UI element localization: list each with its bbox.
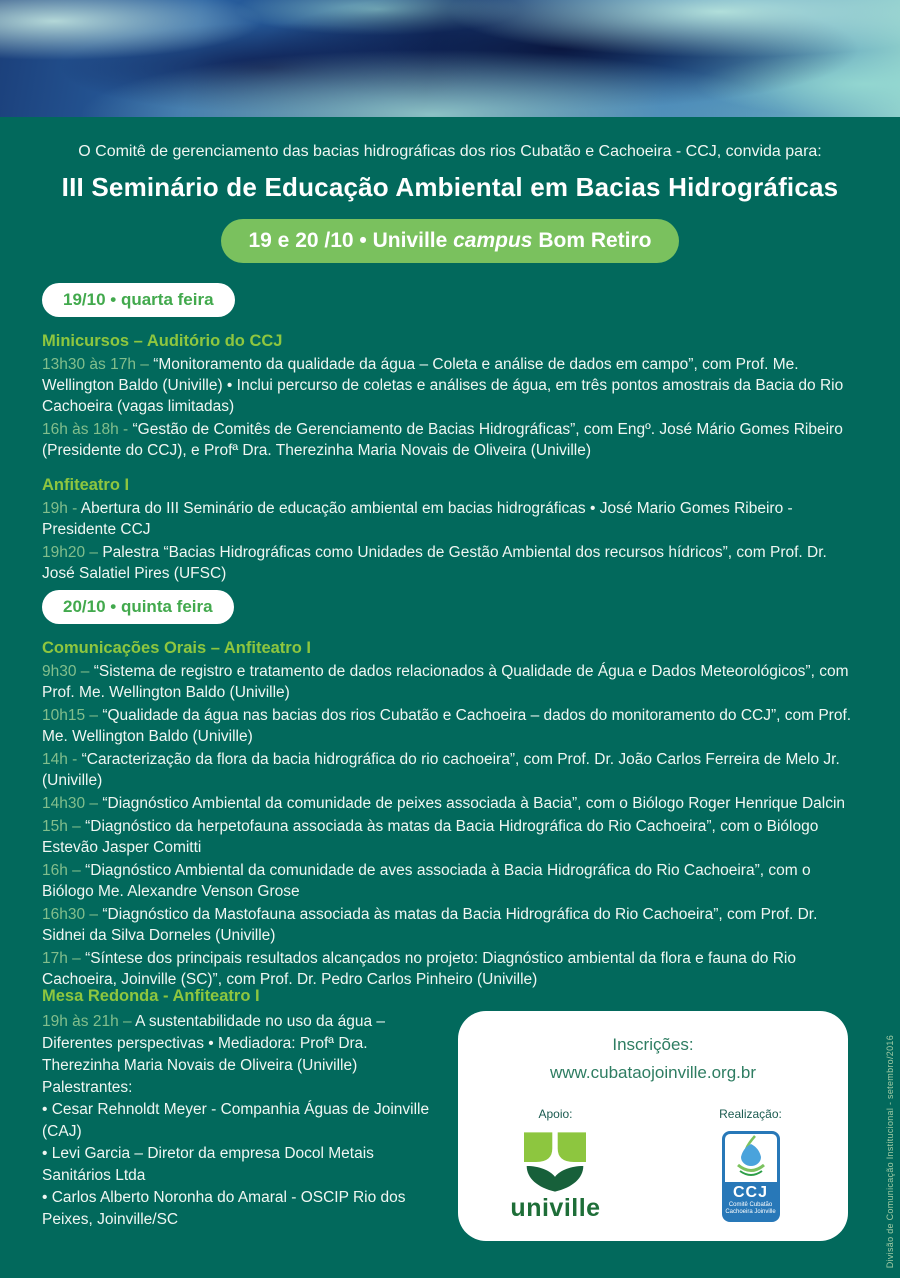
entry-text: “Síntese dos principais resultados alcançados no projeto: Diagnóstico ambiental da flora e fauna do Rio Cachoeira, Joinville (SC)”, com Prof. Dr. Pedro Carlos Pinheiro (Univille) bbox=[42, 950, 796, 988]
schedule-entry bbox=[42, 860, 858, 902]
schedule-entry bbox=[42, 749, 858, 791]
entry-text: “Diagnóstico Ambiental da comunidade de aves associada à Bacia Hidrográfica do Rio Cachoeira”, com o Biólogo Me. Alexandre Venson Grose bbox=[42, 862, 811, 900]
round-table-entry bbox=[42, 1011, 442, 1077]
date-badge-campus: campus bbox=[453, 229, 533, 252]
schedule-entry bbox=[42, 793, 858, 814]
schedule-entry bbox=[42, 661, 858, 703]
section-heading-minicursos: Minicursos – Auditório do CCJ bbox=[42, 332, 283, 350]
entry-time: 14h30 – bbox=[42, 795, 103, 812]
inscription-card bbox=[458, 1011, 848, 1241]
univille-logo-text: univille bbox=[510, 1194, 601, 1222]
entry-time: 10h15 – bbox=[42, 707, 103, 724]
schedule-entry bbox=[42, 948, 858, 990]
schedule-entry bbox=[42, 904, 858, 946]
entry-text: “Caracterização da flora da bacia hidrográfica do rio cachoeira”, com Prof. Dr. João Carlos Ferreira de Melo Jr. (Univille) bbox=[42, 751, 840, 789]
schedule-entry bbox=[42, 419, 858, 461]
page-title: III Seminário de Educação Ambiental em Bacias Hidrográficas bbox=[61, 172, 839, 202]
day1-schedule bbox=[42, 283, 858, 584]
round-table-section bbox=[42, 986, 858, 1241]
schedule-entry bbox=[42, 816, 858, 858]
entry-time: 17h – bbox=[42, 950, 86, 967]
entry-text: “Qualidade da água nas bacias dos rios Cubatão e Cachoeira – dados do monitoramento do CCJ”, com Prof. Me. Wellington Baldo (Univille) bbox=[42, 707, 852, 745]
ccj-logo bbox=[722, 1131, 780, 1222]
schedule-entry bbox=[42, 354, 858, 417]
ccj-drop-icon bbox=[731, 1135, 771, 1181]
apoio-label: Apoio: bbox=[538, 1107, 573, 1121]
entry-text: Abertura do III Seminário de educação ambiental em bacias hidrográficas • José Mario Gomes Ribeiro - Presidente CCJ bbox=[42, 500, 793, 538]
schedule-entry bbox=[42, 498, 858, 540]
speaker-item: • Carlos Alberto Noronha do Amaral - OSCIP Rio dos Peixes, Joinville/SC bbox=[42, 1189, 406, 1228]
inscricoes-label: Inscrições: bbox=[612, 1035, 694, 1054]
entry-time: 14h - bbox=[42, 751, 82, 768]
entry-time: 19h20 – bbox=[42, 544, 103, 561]
entry-text: “Diagnóstico da Mastofauna associada às matas da Bacia Hidrográfica do Rio Cachoeira”, com Prof. Dr. Sidnei da Silva Dorneles (Univille) bbox=[42, 906, 818, 944]
entry-time: 13h30 às 17h – bbox=[42, 356, 154, 373]
entry-text: A sustentabilidade no uso da água – Diferentes perspectivas • Mediadora: Profª Dra. Therezinha Maria Novais de Oliveira (Univille) bbox=[42, 1013, 386, 1074]
speaker-item: • Levi Garcia – Diretor da empresa Docol Metais Sanitários Ltda bbox=[42, 1145, 374, 1184]
entry-text: Palestra “Bacias Hidrográficas como Unidades de Gestão Ambiental dos recursos hídricos”, com Prof. Dr. José Salatiel Pires (UFSC) bbox=[42, 544, 827, 582]
ccj-logo-line1: Comitê Cubatão bbox=[728, 1202, 773, 1208]
entry-text: “Monitoramento da qualidade da água – Coleta e análise de dados em campo”, com Prof. Me. Wellington Baldo (Univille) • Inclui percurso de coletas e análises de água, em três pontos amostrais da Bacia do Rio Cachoeira (vagas limitadas) bbox=[42, 356, 844, 415]
speaker-item: • Cesar Rehnoldt Meyer - Companhia Águas de Joinville (CAJ) bbox=[42, 1101, 430, 1140]
section-heading-comunicacoes: Comunicações Orais – Anfiteatro I bbox=[42, 639, 311, 657]
day2-schedule bbox=[42, 590, 858, 990]
entry-time: 15h – bbox=[42, 818, 86, 835]
section-heading-anfiteatro: Anfiteatro I bbox=[42, 476, 130, 494]
entry-text: “Sistema de registro e tratamento de dados relacionados à Qualidade de Água e Dados Meteorológicos”, com Prof. Me. Wellington Baldo (Univille) bbox=[42, 663, 849, 701]
water-photo-banner bbox=[0, 0, 900, 117]
day-badge-19-10: 19/10 • quarta feira bbox=[42, 283, 235, 317]
intro-text: O Comitê de gerenciamento das bacias hidrográficas dos rios Cubatão e Cachoeira - CCJ, convida para: bbox=[78, 143, 822, 160]
entry-text: “Diagnóstico Ambiental da comunidade de peixes associada à Bacia”, com o Biólogo Roger Henrique Dalcin bbox=[102, 795, 846, 812]
date-location-badge bbox=[221, 219, 678, 263]
date-badge-suffix: Bom Retiro bbox=[532, 229, 652, 252]
entry-time: 9h30 – bbox=[42, 663, 94, 680]
entry-time: 19h - bbox=[42, 500, 81, 517]
entry-time: 19h às 21h – bbox=[42, 1013, 136, 1030]
schedule-entry bbox=[42, 542, 858, 584]
entry-time: 16h às 18h - bbox=[42, 421, 133, 438]
realizacao-label: Realização: bbox=[719, 1107, 782, 1121]
entry-text: “Diagnóstico da herpetofauna associada às matas da Bacia Hidrográfica do Rio Cachoeira”, com o Biólogo Estevão Jasper Comitti bbox=[42, 818, 819, 856]
round-table-details bbox=[42, 1011, 442, 1231]
univille-flower-icon bbox=[522, 1131, 588, 1193]
ccj-logo-acronym: CCJ bbox=[732, 1184, 768, 1201]
date-badge-prefix: 19 e 20 /10 • Univille bbox=[248, 229, 454, 252]
schedule-entry bbox=[42, 705, 858, 747]
entry-time: 16h30 – bbox=[42, 906, 103, 923]
section-heading-mesa-redonda: Mesa Redonda - Anfiteatro I bbox=[42, 987, 260, 1005]
palestrantes-label: Palestrantes: bbox=[42, 1079, 133, 1096]
entry-text: “Gestão de Comitês de Gerenciamento de Bacias Hidrográficas”, com Engº. José Mário Gomes Ribeiro (Presidente do CCJ), e Profª Dra. Therezinha Maria Novais de Oliveira (Univille) bbox=[42, 421, 843, 459]
poster-header bbox=[0, 143, 900, 263]
ccj-logo-line2: Cachoeira Joinville bbox=[725, 1209, 776, 1215]
credits-vertical-text: Divisão de Comunicação Institucional - setembro/2016 bbox=[885, 1034, 895, 1268]
inscription-url-link[interactable]: www.cubataojoinville.org.br bbox=[550, 1063, 756, 1082]
univille-logo bbox=[510, 1131, 600, 1223]
entry-time: 16h – bbox=[42, 862, 86, 879]
day-badge-20-10: 20/10 • quinta feira bbox=[42, 590, 234, 624]
